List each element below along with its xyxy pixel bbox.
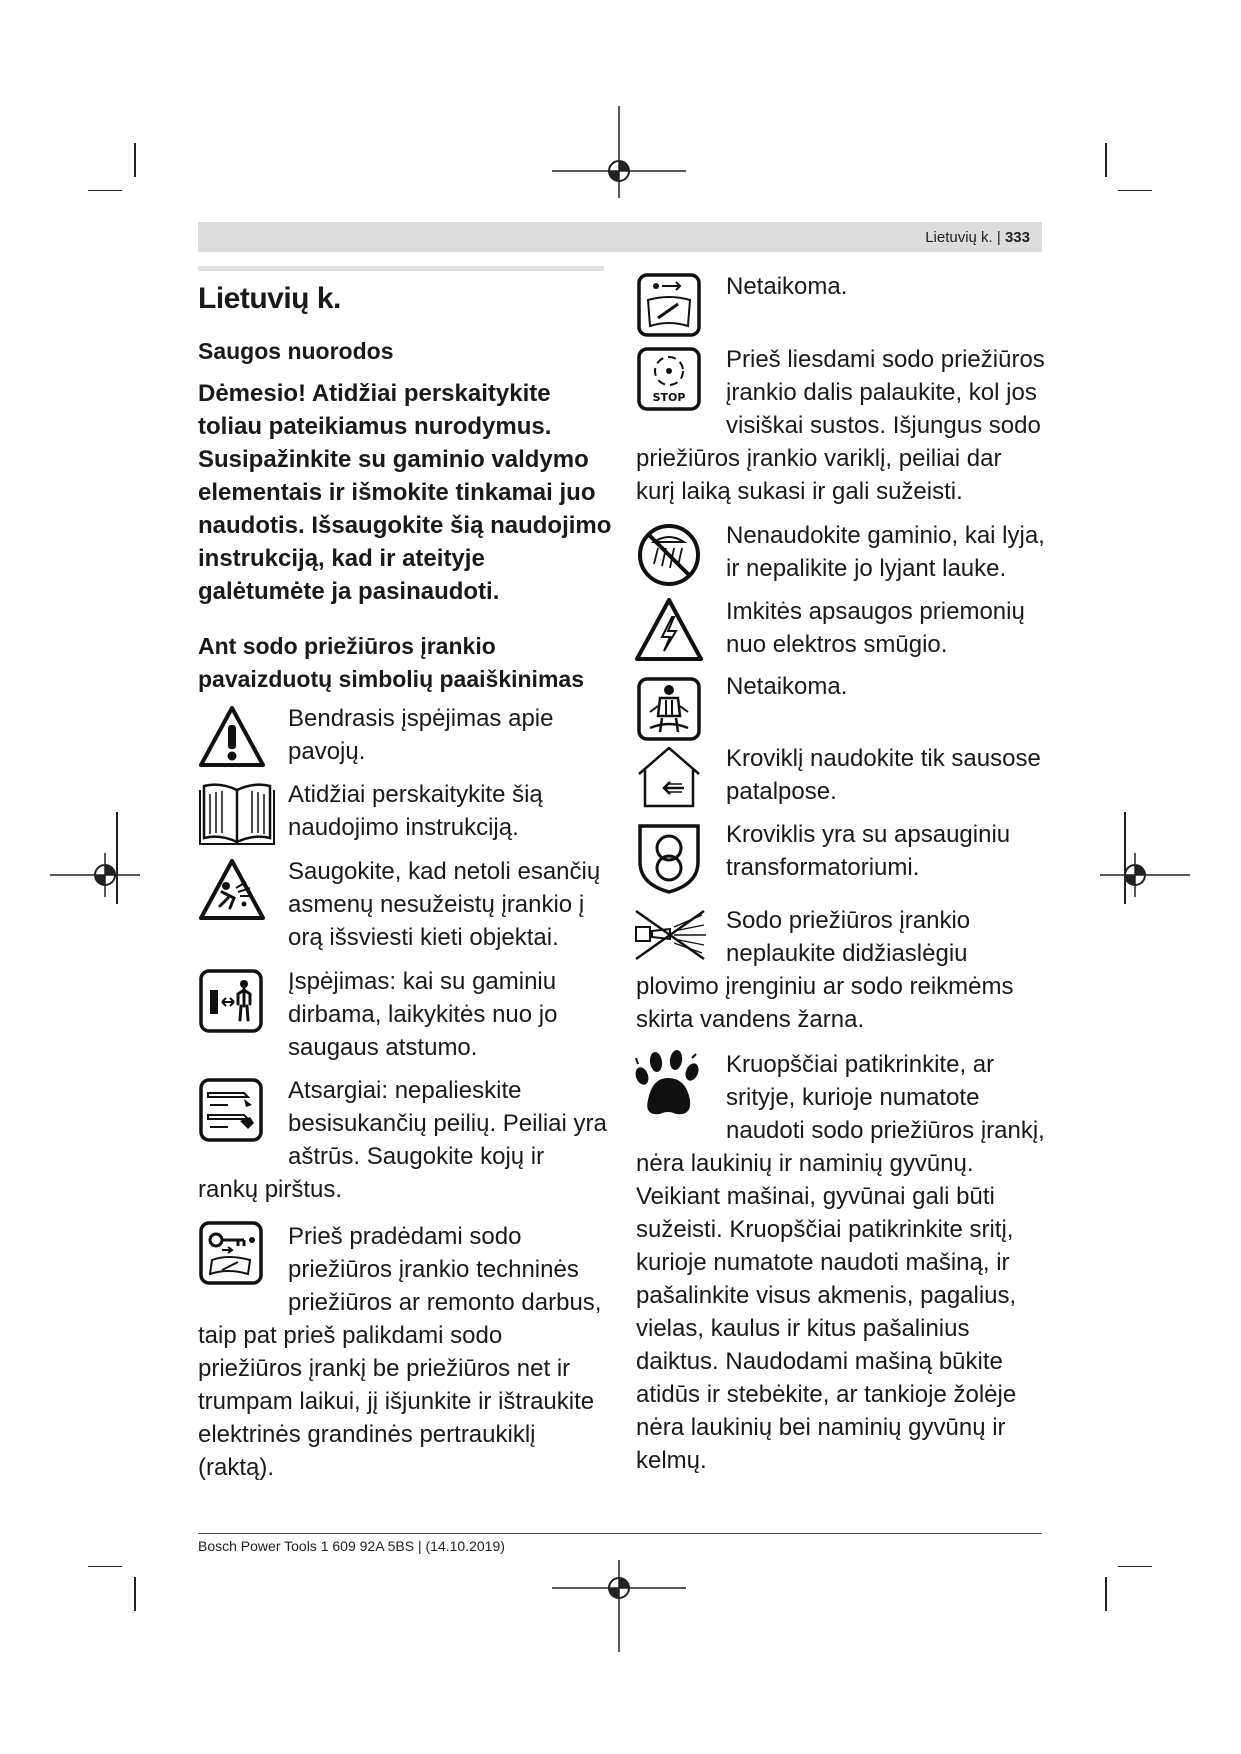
symbol-text-stop-rotation (636, 343, 1046, 508)
page-number: 333 (1004, 229, 1030, 246)
not-applicable-manual-icon (636, 272, 702, 338)
symbol-text-remove-key (198, 1220, 608, 1484)
registration-mark-icon (552, 106, 686, 198)
no-rain-icon (636, 522, 702, 588)
header-section: Lietuvių k. | (925, 229, 1001, 246)
safety-heading: Saugos nuorodos (198, 338, 394, 364)
thrown-objects-icon (198, 858, 266, 922)
title-rule (198, 266, 604, 271)
warning-triangle-icon (198, 705, 266, 769)
safety-warning: Dėmesio! Atidžiai perskaitykite toliau pateikiamus nurodymus. Susipažinkite su gaminio valdymo elementais ir išmokite tinkamai juo naudotis. Išsaugokite šią naudojimo instrukciją, kad ir ateityje galėtumėte ja pasinaudoti. (198, 380, 612, 605)
sharp-blades-text: Atsargiai: nepalieskite besisukančių peilių. Peiliai yra aštrūs. Saugokite kojų ir rankų pirštus. (198, 1077, 607, 1203)
safe-distance-icon (198, 968, 264, 1034)
registration-mark-icon (1100, 835, 1190, 915)
indoor-house-icon (634, 744, 704, 810)
symbol-text-manual: Atidžiai perskaitykite šią naudojimo instrukciją. (288, 781, 543, 841)
symbol-text-no-pressure-washer (636, 904, 1046, 1036)
footer-rule (198, 1533, 1042, 1534)
symbol-text-sharp-blades (198, 1074, 608, 1206)
stop-rotation-text: Prieš liesdami sodo priežiūros įrankio dalis palaukite, kol jos visiškai sustos. Išjungus sodo priežiūros įrankio variklį, peiliai dar kurį laiką sukasi ir gali sužeisti. (636, 346, 1045, 505)
symbol-text-indoor: Kroviklį naudokite tik sausose patalpose. (726, 745, 1041, 805)
symbol-text-general-warning: Bendrasis įspėjimas apie pavojų. (288, 705, 554, 765)
svg-text:STOP: STOP (652, 391, 686, 404)
electric-shock-icon (634, 597, 704, 663)
symbol-text-not-applicable-1: Netaikoma. (726, 273, 848, 300)
symbols-heading: Ant sodo priežiūros įrankio pavaizduotų simbolių paaiškinimas (198, 633, 584, 692)
page-footer: Bosch Power Tools 1 609 92A 5BS | (14.10.2019) (198, 1538, 505, 1554)
symbol-text-safe-distance: Įspėjimas: kai su gaminiu dirbama, laikykitės nuo jo saugaus atstumo. (288, 968, 558, 1061)
operator-icon (636, 676, 702, 742)
no-pressure-washer-text: Sodo priežiūros įrankio neplaukite didžiaslėgiu plovimo įrenginiu ar sodo reikmėms skirta vandens žarna. (636, 907, 1014, 1033)
header-label (925, 229, 1030, 246)
symbol-text-no-rain: Nenaudokite gaminio, kai lyja, ir nepalikite jo lyjant lauke. (726, 522, 1045, 582)
registration-mark-icon (50, 835, 140, 915)
symbol-text-transformer: Kroviklis yra su apsauginiu transformatoriumi. (726, 821, 1011, 881)
symbol-text-animal-paw (636, 1048, 1046, 1477)
symbol-text-not-applicable-2: Netaikoma. (726, 673, 848, 700)
transformer-icon (636, 822, 702, 894)
page-title: Lietuvių k. (198, 282, 341, 315)
registration-mark-icon (552, 1560, 686, 1652)
symbol-text-thrown-objects: Saugokite, kad netoli esančių asmenų nesužeistų įrankio į orą išsviesti kieti objektai. (288, 858, 601, 951)
animal-paw-text: Kruopščiai patikrinkite, ar srityje, kurioje numatote naudoti sodo priežiūros įrankį, nėra laukinių ir naminių gyvūnų. Veikiant mašinai, gyvūnai gali būti sužeisti. Kruopščiai patikrinkite sritį, kurioje numatote naudoti mašiną, ir pašalinkite visus akmenis, pagalius, vielas, kaulus ir kitus pašalinius daiktus. Naudodami mašiną būkite atidūs ir stebėkite, ar tankioje žolėje nėra laukinių bei naminių gyvūnų ir kelmų. (636, 1051, 1045, 1474)
manual-book-icon (198, 780, 276, 848)
remove-key-text: Prieš pradėdami sodo priežiūros įrankio techninės priežiūros ar remonto darbus, taip pat prieš palikdami sodo priežiūros įrankį be priežiūros net ir trumpam laikui, jį išjunkite ir ištraukite elektrinės grandinės pertraukiklį (raktą). (198, 1223, 602, 1481)
symbol-text-electric-shock: Imkitės apsaugos priemonių nuo elektros smūgio. (726, 598, 1025, 658)
page-header (198, 222, 1042, 252)
